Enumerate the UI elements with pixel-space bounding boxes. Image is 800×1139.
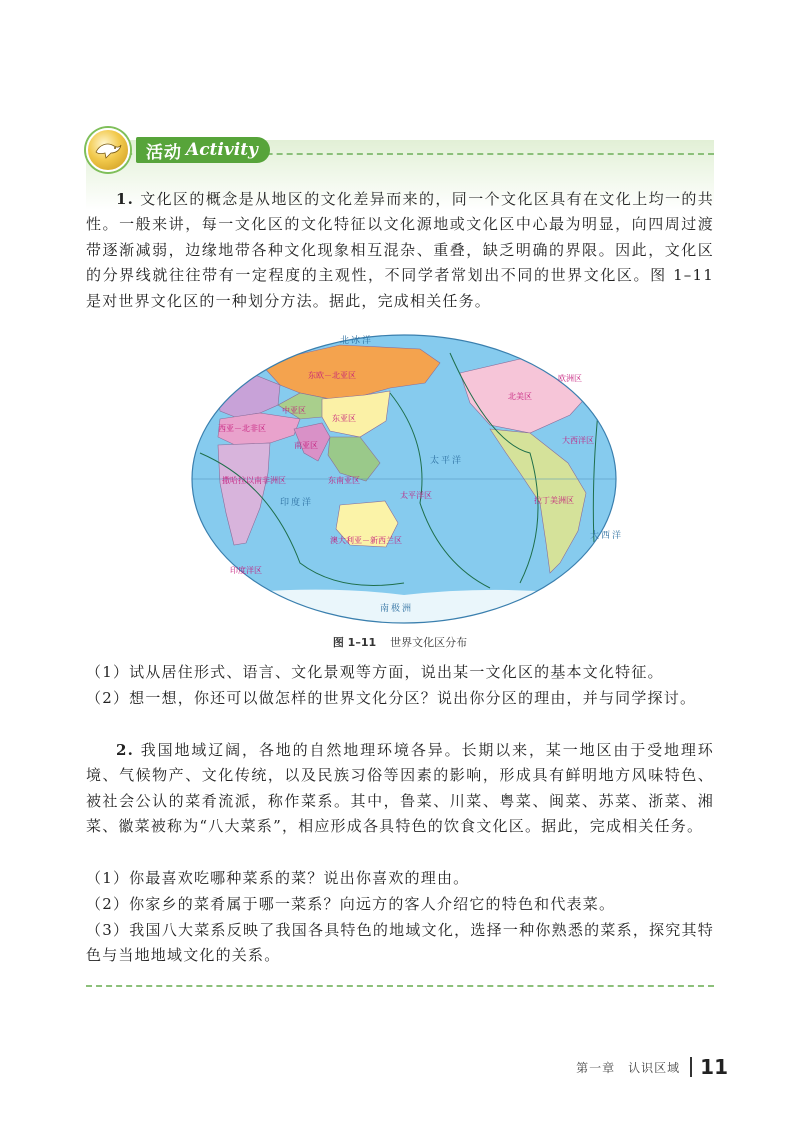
paragraph-2 <box>86 738 714 840</box>
label-sub-saharan-africa: 撒哈拉以南非洲区 <box>222 476 286 485</box>
label-europe: 欧洲区 <box>558 374 582 383</box>
ocean-arctic: 北冰洋 <box>340 336 374 346</box>
label-central-asia: 中亚区 <box>282 406 306 415</box>
task-2-2: （2）你家乡的菜肴属于哪一菜系？向远方的客人介绍它的特色和代表菜。 <box>86 895 616 913</box>
intro-text: 文化区的概念是从地区的文化差异而来的，同一个文化区具有在文化上均一的共性。一般来讲，每一文化区的文化特征以文化源地或文化区中心最为明显，向四周过渡带逐渐减弱，边缘地带各种文化现象相互混杂、重叠，缺乏明确的界限。因此，文化区的分界线就往往带有一定程度的主观性，不同学者常划出不同的世界文化区。图 1–11 是对世界文化区的一种划分方法。据此，完成相关任务。 <box>86 190 714 310</box>
label-east-asia: 东亚区 <box>332 414 356 423</box>
footer-separator <box>690 1057 692 1077</box>
task-2-3: （3）我国八大菜系反映了我国各具特色的地域文化，选择一种你熟悉的菜系，探究其特色与当地地域文化的关系。 <box>86 921 714 965</box>
chapter-label: 第一章 认识区域 <box>576 1060 681 1075</box>
label-pacific-region: 太平洋区 <box>400 491 432 500</box>
activity-title-cn: 活动 <box>146 142 182 163</box>
para2-text: 我国地域辽阔，各地的自然地理环境各异。长期以来，某一地区由于受地理环境、气候物产、文化传统，以及民族习俗等因素的影响，形成具有鲜明地方风味特色、被社会公认的菜肴流派，称作菜系。其中，鲁菜、川菜、粤菜、闽菜、苏菜、浙菜、湘菜、徽菜被称为“八大菜系”，相应形成各具特色的饮食文化区。据此，完成相关任务。 <box>86 741 714 836</box>
label-south-asia: 南亚区 <box>294 441 318 450</box>
task-1-1: （1）试从居住形式、语言、文化景观等方面，说出某一文化区的基本文化特征。 <box>86 663 664 681</box>
label-east-europe-north-asia: 东欧－北亚区 <box>308 371 356 380</box>
para2-number: 2. <box>116 741 135 759</box>
dove-icon <box>86 128 130 172</box>
ocean-indian: 印度洋 <box>280 498 314 508</box>
activity-title <box>136 137 270 163</box>
label-indian-ocean-region: 印度洋区 <box>230 566 262 575</box>
activity-title-en: Activity <box>186 140 258 160</box>
ocean-atlantic: 大西洋 <box>590 531 624 541</box>
page-number: 11 <box>700 1055 728 1079</box>
label-australia-new-zealand: 澳大利亚－新西兰区 <box>330 536 402 545</box>
intro-number: 1. <box>116 190 135 208</box>
figure-number: 图 1–11 <box>332 636 377 649</box>
label-atlantic-region: 大西洋区 <box>562 436 594 445</box>
antarctica-label: 南极洲 <box>380 604 414 614</box>
label-north-america: 北美区 <box>508 392 532 401</box>
task-1-2: （2）想一想，你还可以做怎样的世界文化分区？说出你分区的理由，并与同学探讨。 <box>86 689 697 707</box>
figure-title: 世界文化区分布 <box>390 636 468 649</box>
task-2-1: （1）你最喜欢吃哪种菜系的菜？说出你喜欢的理由。 <box>86 869 470 887</box>
figure-caption <box>0 634 800 650</box>
label-latin-america: 拉丁美洲区 <box>534 496 574 505</box>
activity-header <box>86 128 270 172</box>
label-west-asia-north-africa: 西亚－北非区 <box>218 424 266 433</box>
bottom-dashed-divider <box>86 985 714 987</box>
world-culture-map <box>190 333 624 626</box>
page-footer <box>576 1055 728 1079</box>
label-southeast-asia: 东南亚区 <box>328 476 360 485</box>
intro-paragraph <box>86 187 714 314</box>
ocean-pacific: 太平洋 <box>430 456 464 466</box>
